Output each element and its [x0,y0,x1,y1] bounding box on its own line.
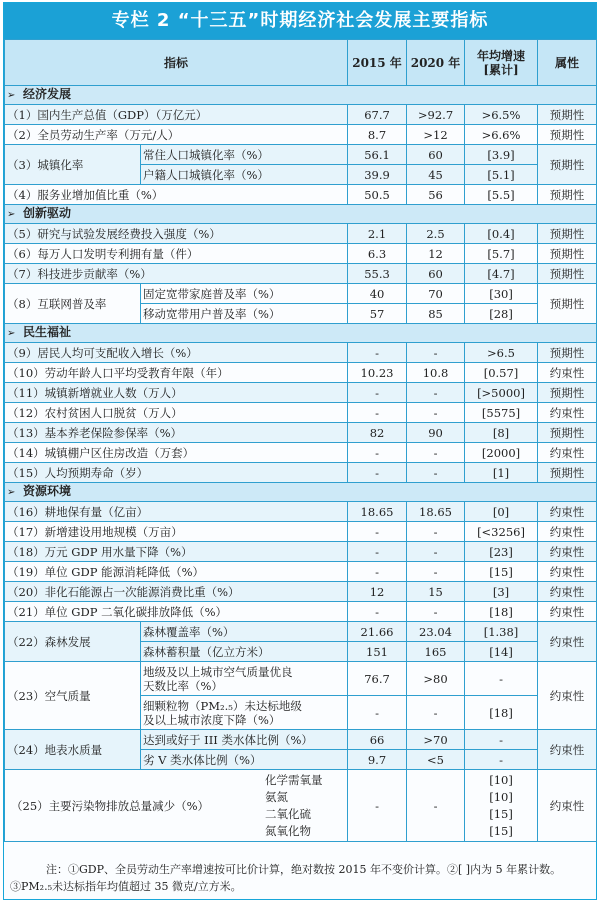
table-row [5,224,597,244]
value-2015: 66 [348,730,407,750]
value-2015: 82 [348,423,407,443]
indicator-name-text: （25）主要污染物排放总量减少（%） [11,798,210,813]
value-2015: 151 [348,642,407,662]
table-row [5,443,597,463]
table-row [5,542,597,562]
value-2020: 10.8 [407,363,465,383]
pollutant-item: 氮氧化物 [265,823,311,838]
value-2020: 56 [407,185,465,205]
value-growth: [8] [465,423,538,443]
header-growth-line1: 年均增速 [477,48,526,63]
pollutant-item: 化学需氧量 [265,772,323,787]
section-row [5,324,597,343]
indicator-name: （19）单位 GDP 能源消耗降低（%） [5,562,348,582]
value-attribute: 预期性 [538,244,597,264]
sub-indicator: 森林覆盖率（%） [141,622,348,642]
panel-title: 专栏 2 “十三五”时期经济社会发展主要指标 [4,3,596,39]
growth-item: [15] [489,806,513,821]
value-attribute: 约束性 [538,582,597,602]
value-growth: [5575] [465,403,538,423]
value-growth: >6.5 [465,343,538,363]
table-row [5,622,597,642]
pollutant-list [265,772,323,840]
value-2020: >70 [407,730,465,750]
value-growth: [5.7] [465,244,538,264]
section-row [5,205,597,224]
sub-indicator: 固定宽带家庭普及率（%） [141,284,348,304]
indicator-name: （24）地表水质量 [5,730,141,770]
indicator-name: （22）森林发展 [5,622,141,662]
value-2020: 165 [407,642,465,662]
value-attribute: 预期性 [538,145,597,185]
sub-indicator: 常住人口城镇化率（%） [141,145,348,165]
table-row [5,343,597,363]
value-attribute: 约束性 [538,622,597,662]
value-attribute: 约束性 [538,363,597,383]
section-title: 经济发展 [23,87,72,101]
value-2020: 60 [407,145,465,165]
value-attribute: 约束性 [538,522,597,542]
value-attribute: 约束性 [538,662,597,730]
indicator-name: （7）科技进步贡献率（%） [5,264,348,284]
value-2015: 9.7 [348,750,407,770]
value-growth: [28] [465,304,538,324]
value-2015: 18.65 [348,502,407,522]
value-2020: <5 [407,750,465,770]
table-row [5,264,597,284]
value-growth: [<3256] [465,522,538,542]
header-2020: 2020 年 [407,40,465,86]
table-row [5,105,597,125]
table-row [5,403,597,423]
header-indicator: 指标 [5,40,348,86]
section-row [5,86,597,105]
value-2015: - [348,343,407,363]
table-row [5,502,597,522]
header-2015: 2015 年 [348,40,407,86]
value-growth: [5.1] [465,165,538,185]
value-attribute: 预期性 [538,224,597,244]
value-growth: [14] [465,642,538,662]
sub-indicator: 森林蓄积量（亿立方米） [141,642,348,662]
section-title: 创新驱动 [23,206,72,220]
indicator-name: （4）服务业增加值比重（%） [5,185,348,205]
value-2020: - [407,383,465,403]
value-growth: [18] [465,602,538,622]
value-2015: 56.1 [348,145,407,165]
sub-indicator [141,662,348,696]
value-2015: - [348,562,407,582]
value-growth: - [465,662,538,696]
value-2015: 40 [348,284,407,304]
value-attribute: 约束性 [538,562,597,582]
value-2020: - [407,542,465,562]
indicator-name: （6）每万人口发明专利拥有量（件） [5,244,348,264]
value-growth: [2000] [465,443,538,463]
value-attribute: 预期性 [538,185,597,205]
value-2020: >80 [407,662,465,696]
value-2020: - [407,463,465,483]
table-row [5,363,597,383]
value-2020: - [407,443,465,463]
value-growth [465,770,538,842]
table-row [5,730,597,750]
value-2015: 10.23 [348,363,407,383]
value-2015: - [348,602,407,622]
section-arrow-icon: ➢ [7,487,16,498]
value-2020: 23.04 [407,622,465,642]
value-2015: 39.9 [348,165,407,185]
value-2015: 21.66 [348,622,407,642]
value-2015: 55.3 [348,264,407,284]
value-2015: 57 [348,304,407,324]
value-2020: - [407,696,465,730]
sub-indicator-line1: 地级及以上城市空气质量优良 [143,664,293,679]
value-2015: - [348,522,407,542]
value-2015: 6.3 [348,244,407,264]
indicator-name: （8）互联网普及率 [5,284,141,324]
value-growth: - [465,730,538,750]
value-2020: 90 [407,423,465,443]
indicator-name [5,770,348,842]
value-2015: - [348,542,407,562]
value-2020: - [407,770,465,842]
section-arrow-icon: ➢ [7,328,16,339]
value-attribute: 预期性 [538,284,597,324]
value-attribute: 约束性 [538,730,597,770]
sub-indicator: 户籍人口城镇化率（%） [141,165,348,185]
header-attribute: 属性 [538,40,597,86]
value-2020: - [407,522,465,542]
indicator-name: （14）城镇棚户区住房改造（万套） [5,443,348,463]
indicator-name: （15）人均预期寿命（岁） [5,463,348,483]
growth-item: [10] [489,789,513,804]
sub-indicator: 达到或好于 III 类水体比例（%） [141,730,348,750]
sub-indicator: 移动宽带用户普及率（%） [141,304,348,324]
table-row [5,562,597,582]
value-growth: - [465,750,538,770]
table-row [5,770,597,842]
value-growth: [18] [465,696,538,730]
table-row [5,244,597,264]
value-2020: - [407,602,465,622]
indicator-name: （23）空气质量 [5,662,141,730]
table-row [5,522,597,542]
value-2015: 8.7 [348,125,407,145]
value-2020: - [407,403,465,423]
sub-indicator [141,696,348,730]
value-attribute: 预期性 [538,125,597,145]
value-2015: - [348,403,407,423]
value-growth: [4.7] [465,264,538,284]
value-2020: 18.65 [407,502,465,522]
table-row [5,423,597,443]
sub-indicator-line2: 天数比率（%） [143,678,223,693]
indicator-name: （9）居民人均可支配收入增长（%） [5,343,348,363]
value-growth: [3] [465,582,538,602]
table-row [5,383,597,403]
value-2020: 45 [407,165,465,185]
value-attribute: 预期性 [538,383,597,403]
indicator-name: （5）研究与试验发展经费投入强度（%） [5,224,348,244]
value-2020: 60 [407,264,465,284]
value-2020: 12 [407,244,465,264]
value-attribute: 预期性 [538,423,597,443]
indicator-name: （2）全员劳动生产率（万元/人） [5,125,348,145]
value-2020: 70 [407,284,465,304]
sub-indicator-line1: 细颗粒物（PM₂.₅）未达标地级 [143,698,302,713]
indicator-name: （21）单位 GDP 二氧化碳排放降低（%） [5,602,348,622]
section-arrow-icon: ➢ [7,90,16,101]
indicator-name: （17）新增建设用地规模（万亩） [5,522,348,542]
indicator-name: （12）农村贫困人口脱贫（万人） [5,403,348,423]
table-header-row [5,40,597,86]
pollutant-item: 二氧化硫 [265,806,311,821]
section-title: 资源环境 [23,484,72,498]
value-2015: - [348,383,407,403]
section-arrow-icon: ➢ [7,209,16,220]
indicator-panel [3,2,597,900]
header-growth-line2: [累计] [483,62,519,77]
value-growth: >6.6% [465,125,538,145]
value-growth: >6.5% [465,105,538,125]
value-2015: - [348,770,407,842]
value-attribute: 约束性 [538,443,597,463]
value-2015: 12 [348,582,407,602]
value-2020: 85 [407,304,465,324]
indicator-name: （18）万元 GDP 用水量下降（%） [5,542,348,562]
value-2015: - [348,463,407,483]
value-2015: 67.7 [348,105,407,125]
indicator-name: （13）基本养老保险参保率（%） [5,423,348,443]
indicator-name: （3）城镇化率 [5,145,141,185]
value-growth: [3.9] [465,145,538,165]
pollutant-item: 氨氮 [265,789,288,804]
table-row [5,284,597,304]
indicator-name: （11）城镇新增就业人数（万人） [5,383,348,403]
indicator-name: （10）劳动年龄人口平均受教育年限（年） [5,363,348,383]
table-row [5,463,597,483]
value-growth: [5.5] [465,185,538,205]
value-attribute: 约束性 [538,403,597,423]
value-attribute: 预期性 [538,105,597,125]
value-attribute: 约束性 [538,542,597,562]
value-attribute: 约束性 [538,502,597,522]
value-growth: [1.38] [465,622,538,642]
section-row [5,483,597,502]
value-attribute: 预期性 [538,343,597,363]
value-growth: [0.4] [465,224,538,244]
value-2020: - [407,562,465,582]
value-growth: [1] [465,463,538,483]
table-row [5,602,597,622]
value-2015: 50.5 [348,185,407,205]
value-growth: [>5000] [465,383,538,403]
growth-item: [15] [489,823,513,838]
value-growth: [23] [465,542,538,562]
sub-indicator-line2: 及以上城市浓度下降（%） [143,712,281,727]
value-growth: [0.57] [465,363,538,383]
table-row [5,582,597,602]
value-growth: [30] [465,284,538,304]
table-row [5,145,597,165]
value-2020: 2.5 [407,224,465,244]
value-2015: - [348,443,407,463]
table-row [5,662,597,696]
sub-indicator: 劣 V 类水体比例（%） [141,750,348,770]
value-2020: 15 [407,582,465,602]
indicator-name: （1）国内生产总值（GDP）（万亿元） [5,105,348,125]
value-2020: - [407,343,465,363]
value-attribute: 约束性 [538,602,597,622]
table-row [5,125,597,145]
value-2020: >92.7 [407,105,465,125]
growth-item: [10] [489,772,513,787]
value-growth: [0] [465,502,538,522]
value-2015: 2.1 [348,224,407,244]
value-2015: - [348,696,407,730]
indicator-table [4,39,597,842]
header-growth [465,40,538,86]
value-2020: >12 [407,125,465,145]
value-growth: [15] [465,562,538,582]
indicator-name: （20）非化石能源占一次能源消费比重（%） [5,582,348,602]
indicator-name: （16）耕地保有量（亿亩） [5,502,348,522]
value-2015: 76.7 [348,662,407,696]
section-title: 民生福祉 [23,325,72,339]
value-attribute: 约束性 [538,770,597,842]
value-attribute: 预期性 [538,463,597,483]
value-attribute: 预期性 [538,264,597,284]
table-row [5,185,597,205]
footnote: 注：①GDP、全员劳动生产率增速按可比价计算，绝对数按 2015 年不变价计算。②[ ]内为 5 年累计数。③PM₂.₅未达标指年均值超过 35 微克/立方米。 [10,863,562,893]
